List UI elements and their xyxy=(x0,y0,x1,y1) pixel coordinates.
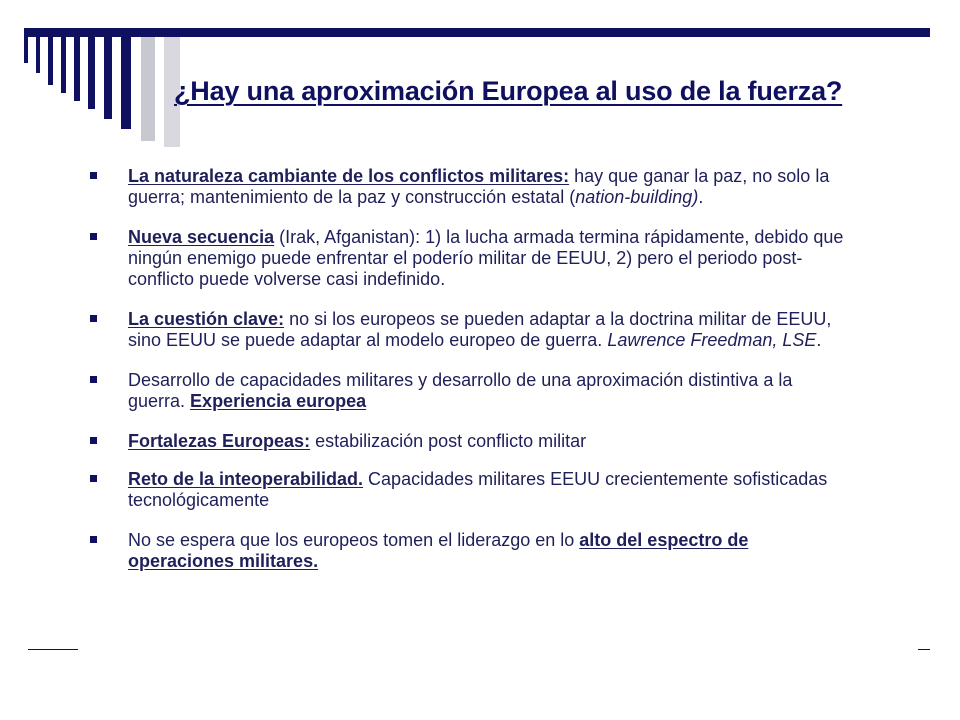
square-bullet-icon xyxy=(90,315,97,322)
square-bullet-icon xyxy=(90,172,97,179)
bullet-tail: . xyxy=(698,187,704,207)
footer-line-right xyxy=(918,649,930,650)
bullet-list xyxy=(90,166,850,572)
bullet-item xyxy=(90,370,850,412)
stripe xyxy=(121,37,131,129)
bullet-text: estabilización post conflicto militar xyxy=(310,431,587,451)
stripe xyxy=(141,37,155,141)
square-bullet-icon xyxy=(90,233,97,240)
stripe xyxy=(48,37,53,85)
bullet-text: (Irak, Afganistan): 1) la lucha armada termina rápidamente, debido que ningún enemigo puede enfrentar el poderío militar de EEUU, 2) pero el periodo post-conflicto puede volverse casi indefinido. xyxy=(128,227,844,289)
stripe xyxy=(104,37,112,119)
bullet-lead: Experiencia europea xyxy=(190,391,367,411)
bullet-item xyxy=(90,166,850,208)
stripe xyxy=(74,37,80,101)
bullet-item xyxy=(90,309,850,351)
stripe xyxy=(61,37,66,93)
stripe xyxy=(36,37,40,73)
bullet-text: Desarrollo de capacidades militares y desarrollo de una aproximación distintiva a la guerra. xyxy=(128,370,793,411)
bullet-item xyxy=(90,530,850,572)
square-bullet-icon xyxy=(90,437,97,444)
footer-line-left xyxy=(28,649,78,650)
bullet-lead: Fortalezas Europeas: xyxy=(128,431,311,451)
square-bullet-icon xyxy=(90,536,97,543)
slide-title: ¿Hay una aproximación Europea al uso de la fuerza? xyxy=(174,76,843,106)
bullet-lead: alto del espectro de operaciones militares. xyxy=(128,530,749,571)
bullet-lead: Reto de la inteoperabilidad. xyxy=(128,469,364,489)
bullet-text: Capacidades militares EEUU crecientemente sofisticadas tecnológicamente xyxy=(128,469,828,510)
bullet-italic: nation-building) xyxy=(575,187,699,207)
bullet-item xyxy=(90,469,850,511)
bullet-lead: La naturaleza cambiante de los conflictos militares: xyxy=(128,166,570,186)
bullet-lead: La cuestión clave: xyxy=(128,309,285,329)
square-bullet-icon xyxy=(90,475,97,482)
stripe xyxy=(88,37,95,109)
square-bullet-icon xyxy=(90,376,97,383)
bullet-item xyxy=(90,227,850,290)
bullet-text: hay que ganar la paz, no solo la guerra; mantenimiento de la paz y construcción estatal ( xyxy=(128,166,830,207)
bullet-item xyxy=(90,431,850,452)
decorative-stripes xyxy=(0,37,200,167)
top-decorative-bar xyxy=(24,28,930,37)
bullet-tail: . xyxy=(816,330,822,350)
bullet-lead: Nueva secuencia xyxy=(128,227,275,247)
bullet-text: No se espera que los europeos tomen el liderazgo en lo xyxy=(128,530,580,550)
stripe xyxy=(24,37,28,63)
bullet-italic: Lawrence Freedman, LSE xyxy=(607,330,817,350)
bullet-text: no si los europeos se pueden adaptar a la doctrina militar de EEUU, sino EEUU se puede adaptar al modelo europeo de guerra. xyxy=(128,309,832,350)
